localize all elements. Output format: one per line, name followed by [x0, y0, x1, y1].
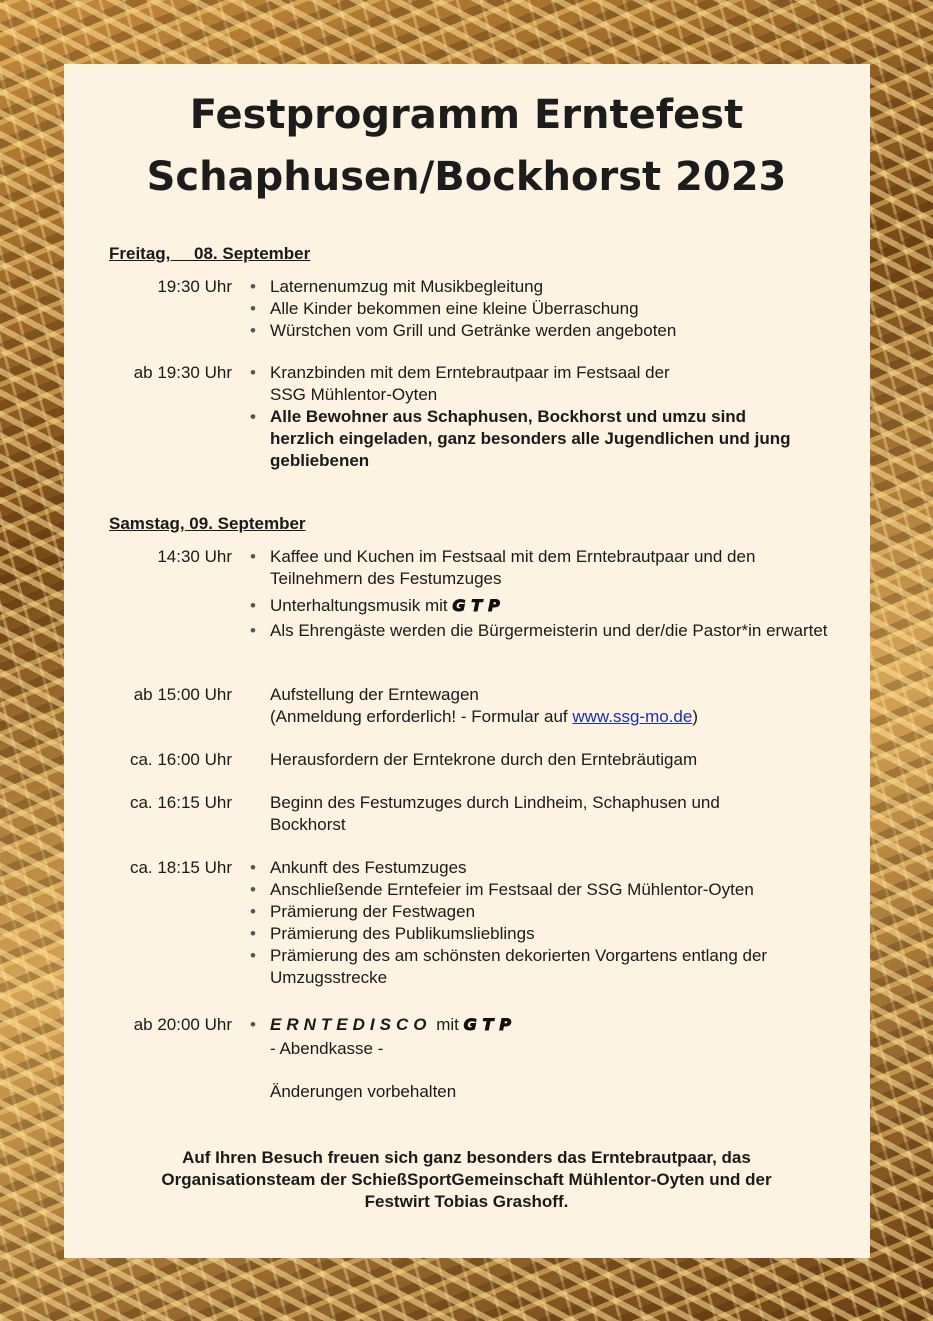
music-label: Unterhaltungsmusik mit [270, 596, 448, 615]
band-logo-gtp: GTP [452, 596, 506, 615]
changes-note: Änderungen vorbehalten [270, 1082, 457, 1101]
list-item [250, 1014, 830, 1036]
friday-heading: Freitag, 08. September [109, 244, 311, 263]
website-link[interactable]: www.ssg-mo.de [572, 707, 693, 726]
list-item: • Kaffee und Kuchen im Festsaal mit dem Erntebrautpaar und den Teilnehmern des Festumzuges [250, 546, 830, 590]
list-item: • Prämierung des am schönsten dekorierten Vorgartens entlang der Umzugsstrecke [250, 945, 830, 989]
disco-title: ERNTEDISCO [270, 1015, 432, 1034]
friday-block-1-list [250, 276, 830, 342]
time-label: 19:30 Uhr [157, 277, 232, 296]
saturday-block-1-list [250, 546, 830, 642]
list-item-highlight: • Alle Bewohner aus Schaphusen, Bockhorst und umzu sind herzlich eingeladen, ganz besonders alle Jugendlichen und jung gebliebenen [250, 406, 810, 472]
time-label: ab 19:30 Uhr [133, 363, 232, 382]
saturday-block-4-list [250, 792, 780, 836]
list-item: Aufstellung der Erntewagen [270, 685, 479, 704]
disco-mit: mit [436, 1015, 459, 1034]
title-line-1: Festprogramm Erntefest [189, 92, 744, 138]
closing-line-1: Auf Ihren Besuch freuen sich ganz besonders das Erntebrautpaar, das [182, 1148, 751, 1167]
saturday-block-6-list [250, 1014, 830, 1103]
list-item [250, 706, 830, 728]
closing-line-2: Organisationsteam der SchießSportGemeinschaft Mühlentor-Oyten und der [161, 1170, 772, 1189]
page-title [0, 84, 933, 208]
title-line-2: Schaphusen/Bockhorst 2023 [146, 154, 787, 200]
list-item: • Kranzbinden mit dem Erntebrautpaar im Festsaal der SSG Mühlentor-Oyten [250, 362, 710, 406]
list-item: Herausfordern der Erntekrone durch den Erntebräutigam [270, 750, 698, 769]
list-item: • Alle Kinder bekommen eine kleine Überraschung [250, 298, 830, 320]
saturday-block-5-list [250, 857, 830, 989]
list-item: • Prämierung des Publikumslieblings [250, 923, 830, 945]
registration-note-end: ) [692, 707, 698, 726]
closing-message [0, 1147, 933, 1213]
saturday-block-3-list [250, 749, 830, 771]
time-label: 14:30 Uhr [157, 547, 232, 566]
saturday-block-2-list [250, 684, 830, 728]
time-label: ca. 16:00 Uhr [129, 750, 232, 769]
box-office-note: - Abendkasse - [270, 1039, 384, 1058]
friday-block-2-list [250, 362, 810, 472]
list-item: • Als Ehrengäste werden die Bürgermeisterin und der/die Pastor*in erwartet [250, 620, 830, 642]
time-label: ca. 18:15 Uhr [129, 858, 232, 877]
list-item: Beginn des Festumzuges durch Lindheim, Schaphusen und Bockhorst [270, 793, 720, 834]
time-label: ab 15:00 Uhr [133, 685, 232, 704]
time-label: ca. 16:15 Uhr [129, 793, 232, 812]
list-item: • Anschließende Erntefeier im Festsaal der SSG Mühlentor-Oyten [250, 879, 830, 901]
registration-note: (Anmeldung erforderlich! - Formular auf [270, 707, 573, 726]
list-item: • Laternenumzug mit Musikbegleitung [250, 276, 830, 298]
time-label: ab 20:00 Uhr [133, 1015, 232, 1034]
saturday-heading: Samstag, 09. September [109, 514, 306, 533]
closing-line-3: Festwirt Tobias Grashoff. [364, 1192, 569, 1211]
list-item: • Prämierung der Festwagen [250, 901, 830, 923]
band-logo-gtp: GTP [463, 1015, 518, 1034]
list-item [250, 595, 830, 617]
list-item: • Ankunft des Festumzuges [250, 857, 830, 879]
list-item: • Würstchen vom Grill und Getränke werden angeboten [250, 320, 830, 342]
